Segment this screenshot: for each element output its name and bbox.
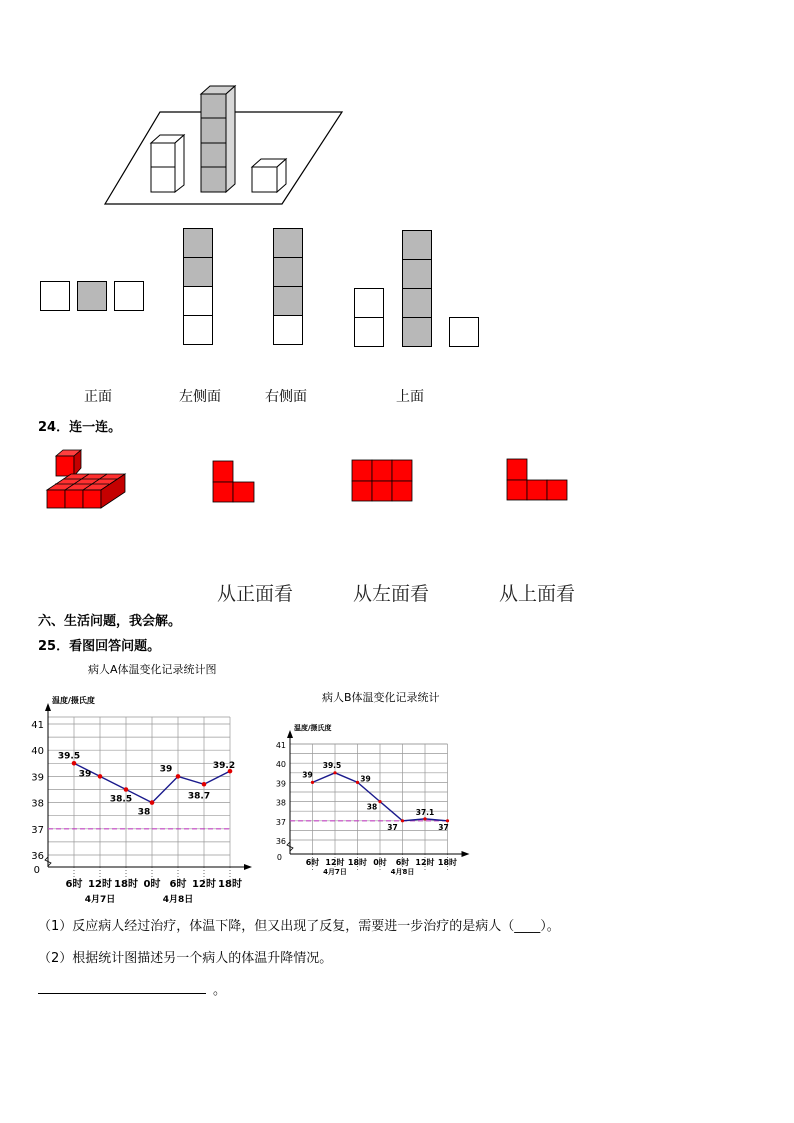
q25-heading: 25．看图回答问题。 — [38, 639, 161, 654]
x-group-label: 4月8日 — [390, 868, 415, 876]
x-group-label: 4月7日 — [84, 895, 116, 905]
chart-b — [276, 722, 496, 882]
answer-end: 。 — [213, 983, 227, 998]
data-point — [124, 787, 129, 792]
data-point — [98, 774, 103, 779]
data-label: 39.2 — [212, 761, 236, 772]
x-tick-label: 6时 — [169, 879, 187, 890]
x-axis-arrow — [462, 851, 470, 857]
data-label: 39.5 — [322, 760, 342, 770]
x-tick-label: 6时 — [305, 858, 320, 867]
q24-heading: 24．连一连。 — [38, 420, 122, 435]
data-point — [378, 800, 381, 803]
data-label: 39.5 — [57, 751, 81, 762]
answer-line-2[interactable] — [38, 993, 206, 994]
data-point — [72, 761, 77, 766]
y-tick-label: 40 — [31, 746, 44, 758]
data-point — [202, 782, 207, 787]
x-axis-arrow — [244, 864, 252, 870]
view-label-from-front: 从正面看 — [217, 583, 294, 605]
x-tick-label: 6时 — [65, 879, 83, 890]
data-label: 39 — [159, 764, 173, 775]
right-cube — [252, 159, 286, 192]
x-group-label: 4月8日 — [162, 895, 194, 905]
y-tick-label: 40 — [276, 760, 286, 770]
chart-b-title: 病人B体温变化记录统计 — [322, 691, 440, 704]
data-label: 38 — [366, 802, 378, 812]
x-tick-label: 18时 — [114, 879, 138, 890]
x-tick-label: 0时 — [373, 858, 387, 867]
y-tick-label: 41 — [31, 720, 44, 731]
red-l-shape-wide — [506, 458, 568, 502]
x-tick-label: 18时 — [218, 879, 242, 890]
data-label: 38.7 — [187, 791, 211, 802]
y-tick-label: 37 — [31, 824, 44, 836]
x-tick-label: 18时 — [347, 858, 368, 867]
answer-blank-1[interactable]: ____ — [514, 919, 541, 934]
view-label-from-left: 从左面看 — [353, 583, 430, 605]
question-2: （2）根据统计图描述另一个病人的体温升降情况。 — [38, 951, 333, 966]
chart-a — [30, 695, 275, 910]
y-tick-label: 36 — [276, 837, 286, 846]
x-tick-label: 6时 — [395, 858, 410, 867]
question-1 — [38, 915, 560, 934]
data-label: 38 — [137, 807, 151, 818]
question-1-text: （1）反应病人经过治疗，体温下降，但又出现了反复，需要进一步治疗的是病人（ — [38, 919, 515, 934]
middle-stack — [201, 86, 235, 192]
data-label: 37 — [438, 822, 449, 832]
x-group-label: 4月7日 — [323, 868, 347, 876]
x-tick-label: 12时 — [192, 879, 216, 890]
y-axis-label: 温度/摄氏度 — [52, 696, 95, 705]
view-label-right: 右侧面 — [265, 389, 307, 405]
data-point — [401, 819, 404, 822]
red-3d-shape — [45, 448, 127, 510]
x-tick-label: 12时 — [415, 858, 435, 867]
left-stack — [151, 135, 184, 192]
x-tick-label: 0时 — [143, 879, 161, 890]
data-label: 37.1 — [415, 807, 435, 817]
data-label: 39 — [302, 770, 313, 780]
y-tick-label: 38 — [31, 798, 44, 810]
view-label-top: 上面 — [396, 389, 424, 405]
y-axis-label: 温度/摄氏度 — [294, 724, 332, 732]
chart-a-title: 病人A体温变化记录统计图 — [88, 663, 217, 676]
grid — [276, 722, 448, 854]
red-rectangle-shape — [351, 459, 413, 503]
data-label: 39 — [360, 774, 371, 784]
data-point — [356, 781, 359, 784]
data-point — [150, 800, 155, 805]
data-point — [423, 817, 426, 820]
red-l-shape-small — [212, 460, 256, 504]
x-tick-label: 12时 — [325, 858, 345, 867]
y-axis-arrow — [287, 730, 293, 738]
data-point — [311, 781, 314, 784]
data-point — [333, 771, 336, 774]
section6-heading: 六、生活问题，我会解。 — [38, 614, 182, 629]
y-tick-label: 41 — [276, 741, 286, 750]
y-tick-label: 39 — [31, 772, 44, 784]
x-tick-label: 18时 — [437, 858, 458, 867]
y-tick-label: 36 — [31, 851, 44, 862]
origin-label: 0 — [33, 865, 40, 876]
data-point — [176, 774, 181, 779]
view-label-left: 左侧面 — [179, 389, 221, 405]
origin-label: 0 — [276, 853, 282, 862]
question-1-suffix: ）。 — [540, 919, 560, 934]
data-label: 38.5 — [109, 794, 133, 805]
y-tick-label: 38 — [276, 798, 286, 808]
y-axis-arrow — [45, 703, 51, 711]
data-label: 37 — [387, 822, 398, 832]
y-tick-label: 37 — [276, 817, 286, 827]
view-label-from-top: 从上面看 — [499, 583, 576, 605]
x-tick-label: 12时 — [88, 879, 112, 890]
y-tick-label: 39 — [276, 779, 286, 789]
view-label-front: 正面 — [84, 389, 112, 405]
data-label: 39 — [78, 769, 92, 780]
grid — [30, 695, 230, 867]
cube-arrangement-figure — [100, 80, 350, 210]
